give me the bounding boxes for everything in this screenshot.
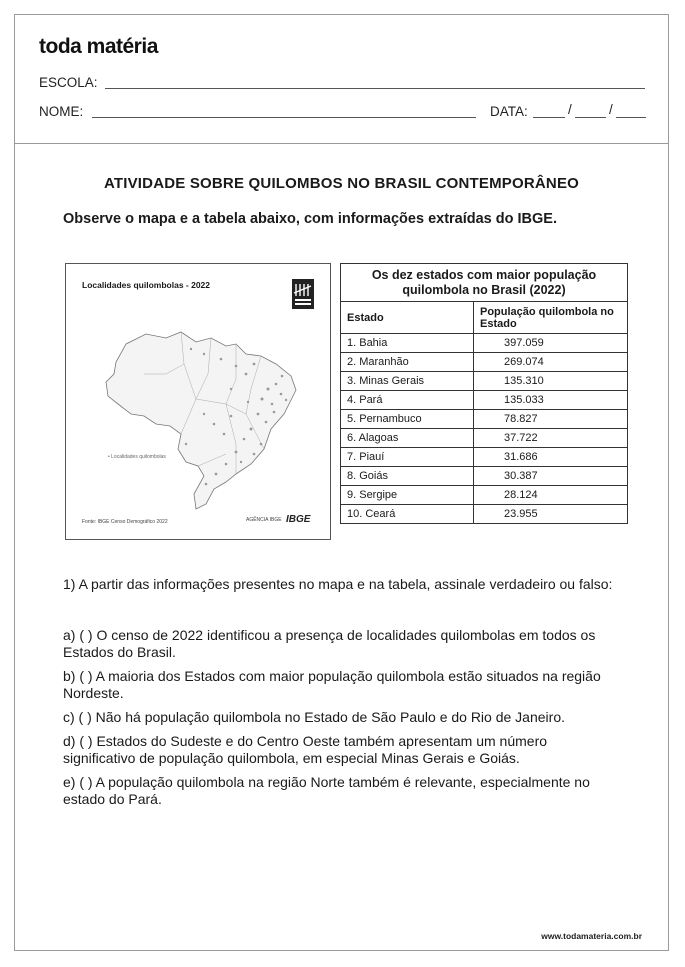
date-slash: / [609,102,613,117]
state-cell: 4. Pará [341,391,474,410]
state-cell: 9. Sergipe [341,486,474,505]
table-row [341,372,628,391]
population-cell: 23.955 [474,505,628,524]
population-cell: 135.033 [474,391,628,410]
population-cell: 269.074 [474,353,628,372]
instruction-text: Observe o mapa e a tabela abaixo, com informações extraídas do IBGE. [63,211,557,227]
escola-label: ESCOLA: [39,75,98,90]
population-cell: 28.124 [474,486,628,505]
table-caption: Os dez estados com maior população quilombola no Brasil (2022) [341,264,628,302]
state-cell: 7. Piauí [341,448,474,467]
option-a[interactable]: a) ( ) O censo de 2022 identificou a presença de localidades quilombolas em todos os Estados do Brasil. [63,627,596,660]
state-cell: 1. Bahia [341,334,474,353]
state-cell: 10. Ceará [341,505,474,524]
population-cell: 30.387 [474,467,628,486]
population-cell: 397.059 [474,334,628,353]
population-cell: 78.827 [474,410,628,429]
state-cell: 3. Minas Gerais [341,372,474,391]
date-month-field[interactable] [575,117,606,118]
map-legend: • Localidades quilombolas [108,454,166,460]
state-cell: 5. Pernambuco [341,410,474,429]
table-row [341,334,628,353]
question-1: 1) A partir das informações presentes no mapa e na tabela, assinale verdadeiro ou falso: [63,576,613,592]
date-slash: / [568,102,572,117]
table-row [341,505,628,524]
population-table [340,263,628,524]
table-row [341,353,628,372]
table-row [341,391,628,410]
table-row [341,429,628,448]
state-cell: 2. Maranhão [341,353,474,372]
option-b[interactable]: b) ( ) A maioria dos Estados com maior população quilombola estão situados na região Nordeste. [63,668,601,701]
population-cell: 135.310 [474,372,628,391]
option-d[interactable]: d) ( ) Estados do Sudeste e do Centro Oeste também apresentam um número significativo de população quilombola, em especial Minas Gerais e Goiás. [63,733,548,766]
date-year-field[interactable] [616,117,646,118]
brand-logo[interactable]: toda matéria [39,35,158,58]
column-header-population: População quilombola no Estado [474,302,628,334]
nome-field[interactable] [92,117,476,118]
option-c[interactable]: c) ( ) Não há população quilombola no Estado de São Paulo e do Rio de Janeiro. [63,709,565,725]
page-frame [14,14,669,951]
date-day-field[interactable] [533,117,565,118]
map-title: Localidades quilombolas - 2022 [82,280,211,290]
table-row [341,410,628,429]
map-source: Fonte: IBGE Censo Demográfico 2022 [82,519,168,525]
table-row [341,467,628,486]
data-label: DATA: [490,104,528,119]
brazil-map-icon [86,304,306,514]
map-figure [65,263,331,540]
footer-url[interactable]: www.todamateria.com.br [541,931,642,941]
agency-logo: AGÊNCIA IBGE [246,517,282,523]
population-cell: 37.722 [474,429,628,448]
population-cell: 31.686 [474,448,628,467]
header-box [15,15,668,144]
ibge-logo: IBGE [286,514,311,525]
nome-label: NOME: [39,104,84,119]
state-cell: 8. Goiás [341,467,474,486]
table-row [341,486,628,505]
state-cell: 6. Alagoas [341,429,474,448]
escola-field[interactable] [105,88,645,89]
table-row [341,448,628,467]
column-header-state: Estado [341,302,474,334]
option-e[interactable]: e) ( ) A população quilombola na região Norte também é relevante, especialmente no estado do Pará. [63,774,590,807]
page-title: ATIVIDADE SOBRE QUILOMBOS NO BRASIL CONTEMPORÂNEO [103,175,580,192]
